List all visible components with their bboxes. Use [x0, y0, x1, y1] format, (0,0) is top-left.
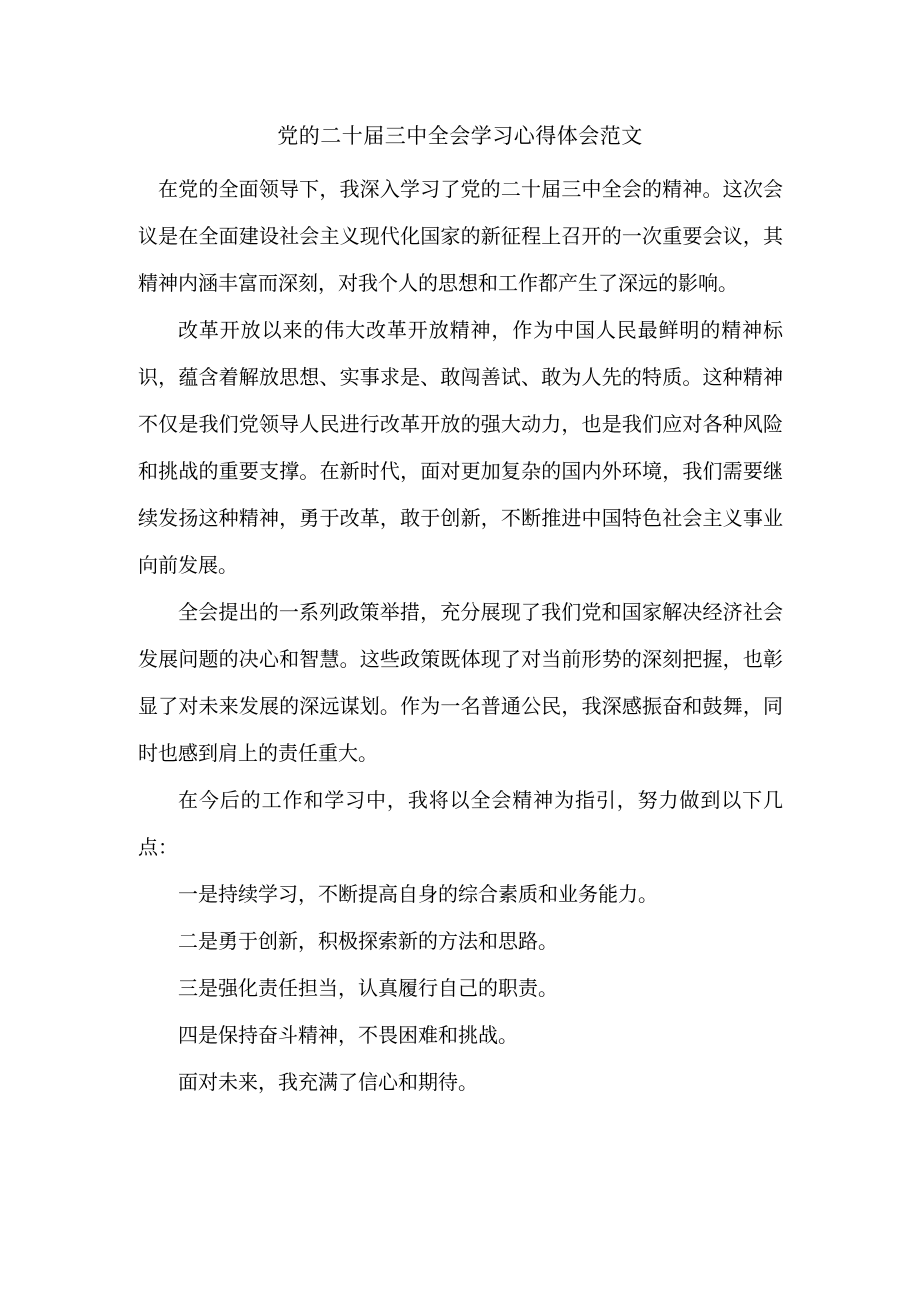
paragraph-policy-measures: 全会提出的一系列政策举措，充分展现了我们党和国家解决经济社会发展问题的决心和智慧。这些政策既体现了对当前形势的深刻把握，也彰显了对未来发展的深远谋划。作为一名普通公民，我深感振奋和鼓舞，同时也感到肩上的责任重大。 — [138, 600, 783, 765]
document-title: 党的二十届三中全会学习心得体会范文 — [277, 124, 643, 148]
paragraph-intro: 在党的全面领导下，我深入学习了党的二十届三中全会的精神。这次会议是在全面建设社会主义现代化国家的新征程上召开的一次重要会议，其精神内涵丰富而深刻，对我个人的思想和工作都产生了深远的影响。 — [138, 177, 783, 295]
document-body — [138, 166, 783, 1106]
list-item-learning: 一是持续学习，不断提高自身的综合素质和业务能力。 — [178, 882, 658, 906]
list-item-struggle: 四是保持奋斗精神，不畏困难和挑战。 — [178, 1023, 518, 1047]
paragraph-reform-spirit: 改革开放以来的伟大改革开放精神，作为中国人民最鲜明的精神标识，蕴含着解放思想、实事求是、敢闯善试、敢为人先的特质。这种精神不仅是我们党领导人民进行改革开放的强大动力，也是我们应对各种风险和挑战的重要支撑。在新时代，面对更加复杂的国内外环境，我们需要继续发扬这种精神，勇于改革，敢于创新，不断推进中国特色社会主义事业向前发展。 — [138, 318, 783, 577]
list-item-responsibility: 三是强化责任担当，认真履行自己的职责。 — [178, 976, 558, 1000]
closing-line: 面对未来，我充满了信心和期待。 — [178, 1070, 478, 1094]
paragraph-commitments-lead: 在今后的工作和学习中，我将以全会精神为指引，努力做到以下几点： — [138, 788, 783, 859]
list-item-innovation: 二是勇于创新，积极探索新的方法和思路。 — [178, 929, 558, 953]
